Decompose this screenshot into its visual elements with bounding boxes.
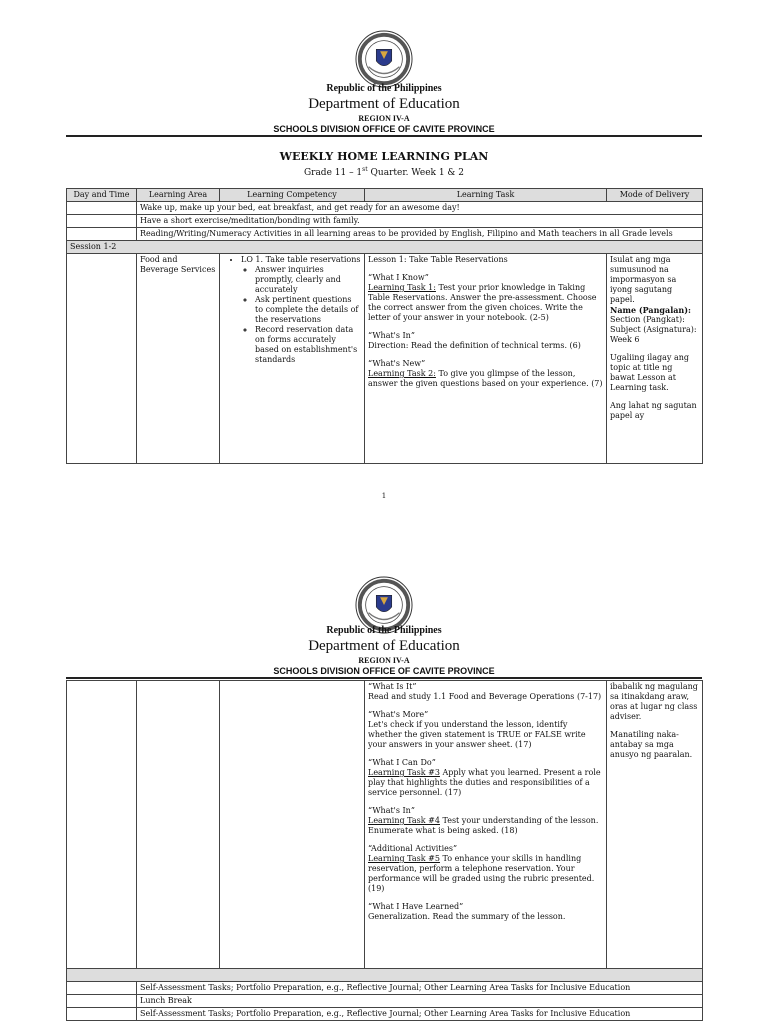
table-row xyxy=(67,254,703,464)
region-label: REGION IV-A xyxy=(358,656,410,665)
header-rule xyxy=(66,677,702,679)
division-label: SCHOOLS DIVISION OFFICE OF CAVITE PROVINCE xyxy=(273,124,495,134)
table-row xyxy=(67,1008,703,1021)
competency-item: ◦ Record reservation data on forms accurately based on establishment's standards xyxy=(255,325,361,365)
routine-text: Wake up, make up your bed, eat breakfast, and get ready for an awesome day! xyxy=(137,202,703,215)
plan-subtitle: Grade 11 – 1st Quarter. Week 1 & 2 xyxy=(303,166,465,178)
plan-title: WEEKLY HOME LEARNING PLAN xyxy=(279,150,489,163)
header-rule xyxy=(66,135,702,137)
page-number: 1 xyxy=(381,492,387,500)
competency-item: ◦ Ask pertinent questions to complete the details of the reservations xyxy=(255,295,361,325)
learning-plan-table xyxy=(66,188,703,464)
task-label: Learning Task #5 xyxy=(368,854,440,863)
learning-task: “What Is It” Read and study 1.1 Food and Beverage Operations (7-17) “What's More” Let's check if you understand the lesson, identify whether the given statement is TRUE or FALSE write your answers in your answer sheet. (17) “What I Can Do” Learning Task #3 Apply what you learned. Present a role play that highlights the duties and responsibilities of a service personnel. (17) “What's In” Learning Task #4 Test your understanding of the lesson. Enumerate what is being asked. (18) “Additional Activities” Learning Task #5 To enhance your skills in handling reservation, perform a telephone reservation. Your performance will be graded using the rubric presented. (19) “What I Have Learned” Generalization. Read the summary of the lesson. xyxy=(365,681,607,969)
table-row xyxy=(67,228,703,241)
learning-area: Food and Beverage Services xyxy=(137,254,220,464)
page-gap xyxy=(0,532,768,570)
competency-item: ◦ Answer inquiries promptly, clearly and accurately xyxy=(255,265,361,295)
task-label: Learning Task 2: xyxy=(368,369,436,378)
session-label: Session 1-2 xyxy=(67,241,703,254)
blank-shaded-row xyxy=(67,969,703,982)
page-2 xyxy=(0,570,768,1024)
republic-label: Republic of the Philippines xyxy=(326,625,442,636)
routine-text: Reading/Writing/Numeracy Activities in all learning areas to be provided by English, Filipino and Math teachers in all Grade levels xyxy=(137,228,703,241)
footer-text: Lunch Break xyxy=(137,995,703,1008)
deped-seal-icon xyxy=(355,30,413,88)
task-label: Learning Task #4 xyxy=(368,816,440,825)
learning-task: Lesson 1: Take Table Reservations “What I Know” Learning Task 1: Test your prior knowledge in Taking Table Reservations. Answer the pre-assessment. Choose the correct answer from the given choices. Write the letter of your answer in your notebook. (2-5) “What's In” Direction: Read the definition of technical terms. (6) “What's New” Learning Task 2: To give you glimpse of the lesson, answer the given questions based on your experience. (7) xyxy=(365,254,607,464)
learning-competency xyxy=(220,254,365,464)
table-row xyxy=(67,202,703,215)
col-header: Day and Time xyxy=(67,189,137,202)
session-row xyxy=(67,241,703,254)
footer-text: Self-Assessment Tasks; Portfolio Preparation, e.g., Reflective Journal; Other Learning Area Tasks for Inclusive Education xyxy=(137,1008,703,1021)
department-title: Department of Education xyxy=(308,638,460,654)
col-header: Learning Area xyxy=(137,189,220,202)
col-header: Learning Task xyxy=(365,189,607,202)
department-title: Department of Education xyxy=(308,96,460,112)
table-row xyxy=(67,681,703,969)
division-label: SCHOOLS DIVISION OFFICE OF CAVITE PROVINCE xyxy=(273,666,495,676)
mode-of-delivery: Isulat ang mga sumusunod na impormasyon sa iyong sagutang papel. Name (Pangalan): Section (Pangkat): Subject (Asignatura): Week 6 Ugaliing ilagay ang topic at title ng bawat Lesson at Learning task. Ang lahat ng sagutan papel ay xyxy=(607,254,703,464)
footer-text: Self-Assessment Tasks; Portfolio Preparation, e.g., Reflective Journal; Other Learning Area Tasks for Inclusive Education xyxy=(137,982,703,995)
competency-lo: • LO 1. Take table reservations ◦ Answer inquiries promptly, clearly and accurately ◦ Ask pertinent questions to complete the details of the reservations ◦ Record reservation data on forms accurately based on establishment's standards xyxy=(241,255,361,365)
table-row xyxy=(67,215,703,228)
mode-of-delivery: ibabalik ng magulang sa itinakdang araw, oras at lugar ng class adviser. Manatiling naka-antabay sa mga anusyo ng paaralan. xyxy=(607,681,703,969)
region-label: REGION IV-A xyxy=(358,114,410,123)
task-label: Learning Task 1: xyxy=(368,283,436,292)
learning-plan-table-continued xyxy=(66,680,703,1021)
table-header-row xyxy=(67,189,703,202)
col-header: Learning Competency xyxy=(220,189,365,202)
table-row xyxy=(67,982,703,995)
republic-label: Republic of the Philippines xyxy=(326,83,442,94)
table-row xyxy=(67,995,703,1008)
routine-text: Have a short exercise/meditation/bonding with family. xyxy=(137,215,703,228)
task-label: Learning Task #3 xyxy=(368,768,440,777)
col-header: Mode of Delivery xyxy=(607,189,703,202)
